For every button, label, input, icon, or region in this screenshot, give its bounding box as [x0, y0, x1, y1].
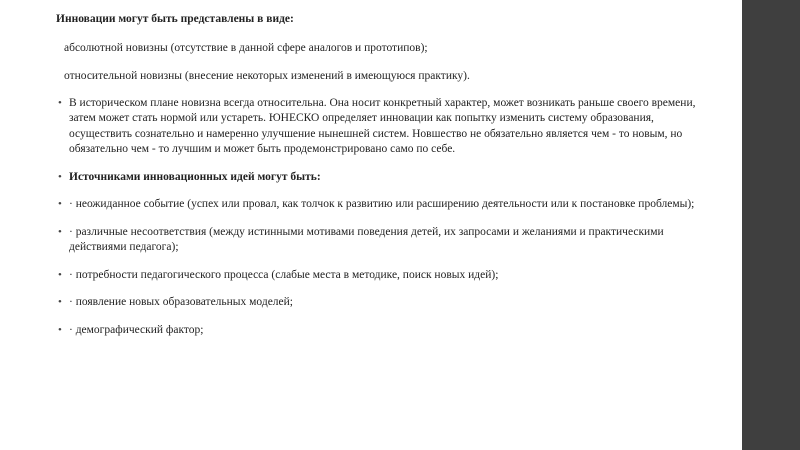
- source-item: [56, 323, 716, 339]
- source-item: [56, 295, 716, 311]
- bullet-icon: •: [58, 296, 62, 308]
- sources-heading-block: [56, 170, 716, 186]
- source-item-text: · потребности педагогического процесса (слабые места в методике, поиск новых идей);: [69, 268, 499, 281]
- right-sidebar-panel: [742, 0, 800, 450]
- source-item: [56, 268, 716, 284]
- form-absolute: абсолютной новизны (отсутствие в данной сфере аналогов и прототипов);: [64, 41, 428, 54]
- bullet-icon: •: [58, 225, 62, 238]
- source-item-text: · появление новых образовательных моделей;: [69, 296, 294, 308]
- bullet-icon: •: [58, 170, 62, 183]
- title-heading: Инновации могут быть представлены в виде:: [56, 13, 294, 25]
- history-paragraph-block: [56, 96, 716, 158]
- bullet-icon: •: [58, 96, 62, 109]
- source-item-text: · демографический фактор;: [69, 323, 204, 336]
- sources-heading: Источниками инновационных идей могут быть:: [69, 170, 321, 183]
- bullet-icon: •: [58, 268, 62, 281]
- source-item-text: · неожиданное событие (успех или провал, как толчок к развитию или расширению деятельности или к постановке проблемы);: [69, 198, 695, 210]
- source-item: [56, 225, 716, 256]
- source-item-text: · различные несоответствия (между истинными мотивами поведения детей, их запросами и желаниями и практическими действиями педагога);: [69, 225, 664, 253]
- form-relative: относительной новизны (внесение некоторых изменений в имеющуюся практику).: [64, 70, 470, 82]
- slide-content: [56, 12, 716, 338]
- source-item: [56, 197, 716, 213]
- history-paragraph: В историческом плане новизна всегда относительна. Она носит конкретный характер, может возникать раньше своего времени, затем может стать нормой или устареть. ЮНЕСКО определяет инновации как попытку изменить систему образования, осуществить сознательно и намеренно улучшение нынешней систем. Новшество не обязательно является чем - то новым, но обязательно чем - то лучшим и может быть продемонстрировано само по себе.: [69, 96, 696, 155]
- bullet-icon: •: [58, 198, 62, 210]
- bullet-icon: •: [58, 323, 62, 336]
